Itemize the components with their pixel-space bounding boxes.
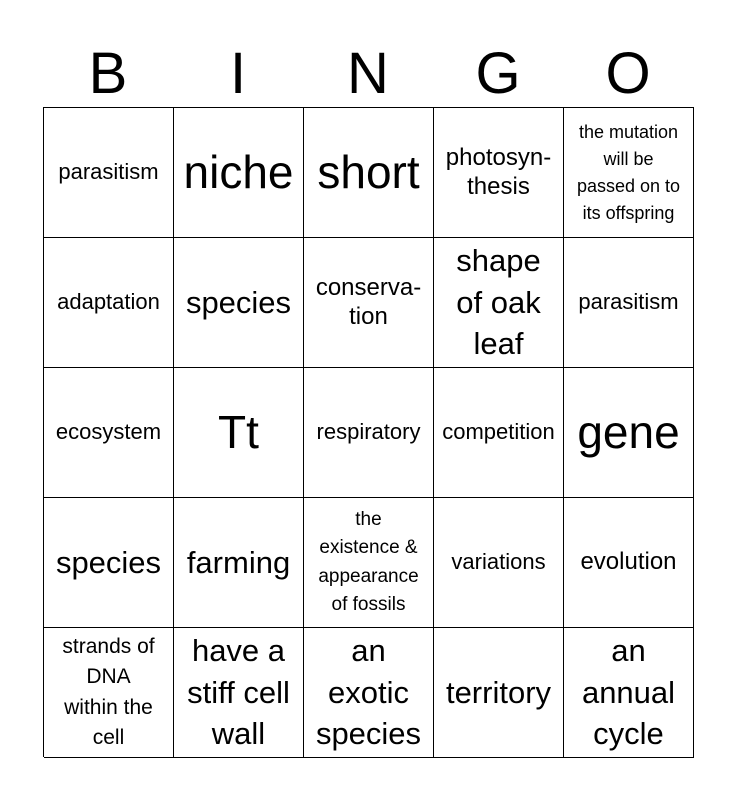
header-letter-b: B — [88, 41, 128, 106]
bingo-cell[interactable]: Tt — [174, 368, 304, 498]
bingo-cell[interactable]: the mutation will be passed on to its offspring — [564, 108, 694, 238]
bingo-cell[interactable]: competition — [434, 368, 564, 498]
header-letter-o: O — [605, 41, 651, 106]
bingo-cell[interactable]: strands of DNA within the cell — [44, 628, 174, 758]
bingo-cell[interactable]: parasitism — [564, 238, 694, 368]
bingo-header — [43, 40, 693, 108]
bingo-cell[interactable]: species — [44, 498, 174, 628]
bingo-cell[interactable]: niche — [174, 108, 304, 238]
bingo-cell[interactable]: gene — [564, 368, 694, 498]
bingo-cell[interactable]: ecosystem — [44, 368, 174, 498]
bingo-cell[interactable]: evolution — [564, 498, 694, 628]
bingo-cell[interactable]: variations — [434, 498, 564, 628]
header-letter-g: G — [475, 41, 521, 106]
bingo-board — [43, 107, 694, 757]
bingo-cell[interactable]: territory — [434, 628, 564, 758]
header-letter-i: I — [229, 41, 247, 106]
bingo-cell[interactable]: photosyn- thesis — [434, 108, 564, 238]
bingo-cell[interactable]: adaptation — [44, 238, 174, 368]
bingo-cell[interactable]: farming — [174, 498, 304, 628]
bingo-cell[interactable]: have a stiff cell wall — [174, 628, 304, 758]
bingo-cell[interactable]: an annual cycle — [564, 628, 694, 758]
bingo-cell[interactable]: parasitism — [44, 108, 174, 238]
bingo-cell[interactable]: an exotic species — [304, 628, 434, 758]
bingo-cell[interactable]: shape of oak leaf — [434, 238, 564, 368]
bingo-cell[interactable]: respiratory — [304, 368, 434, 498]
bingo-cell[interactable]: the existence & appearance of fossils — [304, 498, 434, 628]
bingo-cell[interactable]: species — [174, 238, 304, 368]
bingo-cell[interactable]: conserva- tion — [304, 238, 434, 368]
bingo-cell[interactable]: short — [304, 108, 434, 238]
header-letter-n: N — [347, 41, 389, 106]
